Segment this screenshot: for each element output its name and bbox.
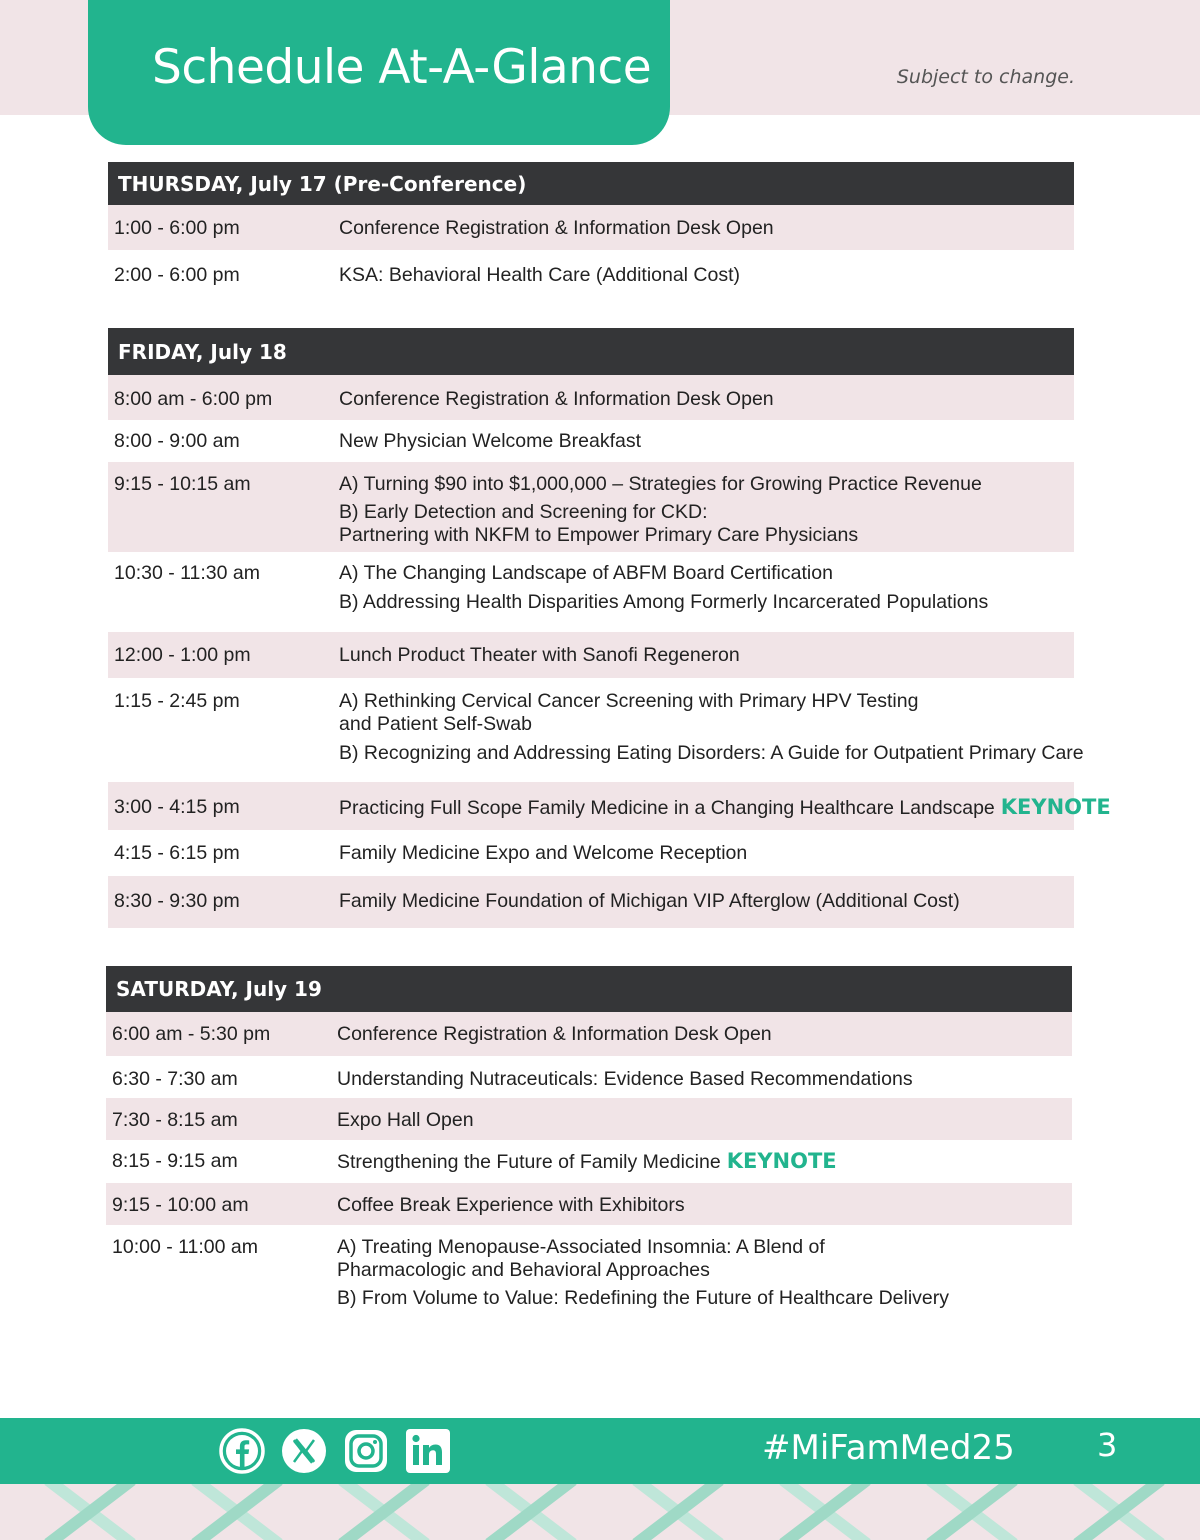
session-events [339,388,1074,420]
session-events [339,842,1074,876]
schedule-row [106,1098,1072,1140]
session-title: New Physician Welcome Breakfast [339,430,642,452]
session-time: 8:00 am - 6:00 pm [114,388,273,410]
session-title: Conference Registration & Information Desk Open [337,1023,772,1045]
session-title: Family Medicine Foundation of Michigan VIP Afterglow (Additional Cost) [339,890,960,912]
session-title: A) Rethinking Cervical Cancer Screening with Primary HPV Testing [339,690,919,712]
session-title: Expo Hall Open [337,1109,474,1131]
session-title: Partnering with NKFM to Empower Primary Care Physicians [339,524,859,546]
session-title: B) Early Detection and Screening for CKD: [339,501,708,523]
schedule-row [108,830,1074,876]
session-events [339,644,1074,678]
schedule-row [108,632,1074,678]
session-time: 8:00 - 9:00 am [114,430,240,452]
session-time: 7:30 - 8:15 am [112,1109,238,1131]
page-number: 3 [1097,1426,1118,1464]
schedule-row [106,1056,1072,1098]
session-time: 6:30 - 7:30 am [112,1068,238,1090]
session-title: A) The Changing Landscape of ABFM Board Certification [339,562,833,584]
facebook-icon[interactable] [218,1427,266,1475]
session-title: Pharmacologic and Behavioral Approaches [337,1259,710,1281]
session-title: Lunch Product Theater with Sanofi Regeneron [339,644,740,666]
session-title: B) Recognizing and Addressing Eating Disorders: A Guide for Outpatient Primary Care [339,742,1084,764]
social-links [218,1427,452,1475]
linkedin-icon[interactable] [404,1427,452,1475]
day-header: FRIDAY, July 18 [108,328,1074,375]
schedule-row [108,205,1074,250]
session-title: A) Treating Menopause-Associated Insomnia: A Blend of [337,1236,825,1258]
schedule-row [106,1183,1072,1225]
session-title: A) Turning $90 into $1,000,000 – Strategies for Growing Practice Revenue [339,473,982,495]
instagram-icon[interactable] [342,1427,390,1475]
session-title: KSA: Behavioral Health Care (Additional Cost) [339,264,741,286]
session-time: 8:30 - 9:30 pm [114,890,240,912]
schedule-row [108,782,1111,830]
session-time: 6:00 am - 5:30 pm [112,1023,271,1045]
hashtag: #MiFamMed25 [762,1428,1015,1468]
session-time: 9:15 - 10:15 am [114,473,251,495]
session-events [337,1236,1072,1317]
session-time: 1:00 - 6:00 pm [114,217,240,239]
x-icon[interactable] [280,1427,328,1475]
session-title: Coffee Break Experience with Exhibitors [337,1194,685,1216]
day-section [108,328,1111,928]
day-header: THURSDAY, July 17 (Pre-Conference) [108,162,1074,205]
session-time: 10:30 - 11:30 am [114,562,260,584]
keynote-badge: KEYNOTE [726,1149,837,1173]
session-events [339,264,1074,298]
session-time: 8:15 - 9:15 am [112,1150,238,1172]
session-events [337,1068,1072,1098]
session-time: 10:00 - 11:00 am [112,1236,258,1258]
schedule-row [108,552,1074,632]
day-header: SATURDAY, July 19 [106,966,1072,1012]
session-events [337,1150,1072,1183]
session-title: B) Addressing Health Disparities Among Formerly Incarcerated Populations [339,591,989,613]
session-title: Family Medicine Expo and Welcome Reception [339,842,748,864]
day-section [106,966,1072,1317]
session-events [337,1109,1072,1140]
session-events [337,1194,1072,1225]
title-tab [88,0,670,145]
session-events [339,430,1074,462]
keynote-badge: KEYNOTE [1000,795,1111,819]
session-events [339,473,1074,552]
footer-pattern [0,1484,1200,1540]
session-time: 12:00 - 1:00 pm [114,644,251,666]
session-time: 4:15 - 6:15 pm [114,842,240,864]
session-events [337,1023,1072,1056]
day-section [108,162,1074,298]
schedule-row [106,1225,1072,1317]
schedule-row [108,876,1074,928]
session-title: Strengthening the Future of Family Medicine [337,1151,721,1173]
session-title: and Patient Self-Swab [339,713,532,735]
session-events [339,562,1074,632]
schedule-row [108,375,1074,420]
session-title: B) From Volume to Value: Redefining the Future of Healthcare Delivery [337,1287,950,1309]
session-events [339,796,1111,830]
session-time: 2:00 - 6:00 pm [114,264,240,286]
schedule-row [106,1012,1072,1056]
session-title: Practicing Full Scope Family Medicine in a Changing Healthcare Landscape [339,797,995,819]
session-title: Conference Registration & Information Desk Open [339,217,774,239]
session-events [339,690,1084,782]
session-time: 3:00 - 4:15 pm [114,796,240,818]
schedule-row [108,462,1074,552]
page-title: Schedule At-A-Glance [152,40,652,95]
footer-bar [0,1418,1200,1484]
schedule-row [106,1140,1072,1183]
session-time: 1:15 - 2:45 pm [114,690,240,712]
subject-to-change-note: Subject to change. [896,66,1075,88]
schedule-row [108,678,1084,782]
session-events [339,217,1074,250]
session-events [339,890,1074,928]
x-pattern-decoration [0,1484,1200,1540]
session-time: 9:15 - 10:00 am [112,1194,249,1216]
schedule-row [108,250,1074,298]
session-title: Conference Registration & Information Desk Open [339,388,774,410]
schedule-row [108,420,1074,462]
session-title: Understanding Nutraceuticals: Evidence Based Recommendations [337,1068,913,1090]
